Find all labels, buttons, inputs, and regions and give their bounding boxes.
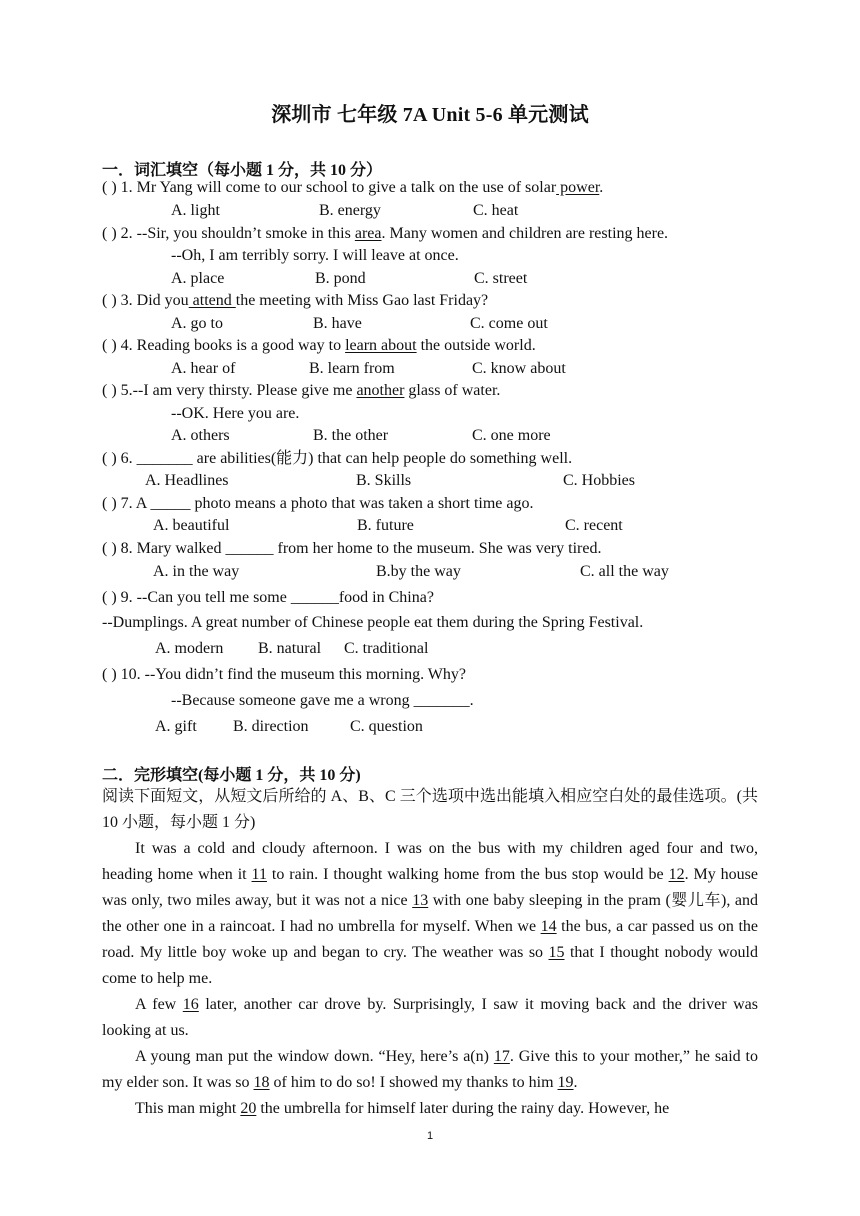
q10-option-a: A. gift: [155, 718, 197, 735]
question-2: ( ) 2. --Sir, you shouldn’t smoke in this area. Many women and children are resting here.: [102, 225, 669, 242]
paragraph-1: It was a cold and cloudy afternoon. I was on the bus with my children aged four and two, heading home when it 11 to rain. I thought walking home from the bus stop would be 12. My house was only, two miles away, but it was not a nice 13 with one baby sleeping in the pram (婴儿车), and the other one in a raincoat. I had no umbrella for myself. When we 14 the bus, a car passed us on the road. My little boy woke up and began to cry. The weather was so 15 that I thought nobody would come to help me.: [102, 840, 759, 987]
q7-option-c: C. recent: [565, 517, 623, 534]
underlined-word: attend: [188, 292, 236, 309]
q8-option-c: C. all the way: [580, 563, 669, 580]
q4-option-a: A. hear of: [171, 360, 236, 377]
q8-option-b: B.by the way: [376, 563, 461, 580]
q1-option-c: C. heat: [473, 202, 519, 219]
paragraph-3: A young man put the window down. “Hey, here’s a(n) 17. Give this to your mother,” he said to my elder son. It was so 18 of him to do so! I showed my thanks to him 19.: [102, 1048, 759, 1091]
q5-option-b: B. the other: [313, 427, 389, 444]
question-8: ( ) 8. Mary walked ______ from her home to the museum. She was very tired.: [102, 540, 602, 557]
q7-option-b: B. future: [357, 517, 414, 534]
q9-line2: --Dumplings. A great number of Chinese people eat them during the Spring Festival.: [102, 614, 644, 631]
page-title: 深圳市 七年级 7A Unit 5-6 单元测试: [271, 104, 589, 126]
underlined-word: power: [556, 179, 600, 196]
question-1: ( ) 1. Mr Yang will come to our school to give a talk on the use of solar power.: [102, 179, 604, 196]
question-3: ( ) 3. Did you attend the meeting with Miss Gao last Friday?: [102, 292, 489, 309]
paragraph-4: This man might 20 the umbrella for himself later during the rainy day. However, he: [135, 1100, 670, 1117]
question-7: ( ) 7. A _____ photo means a photo that was taken a short time ago.: [102, 495, 534, 512]
section2-heading: 二．完形填空(每小题 1 分，共 10 分): [102, 767, 361, 784]
q4-option-b: B. learn from: [309, 360, 395, 377]
blank-18: 18: [253, 1074, 270, 1091]
section1-heading: 一．词汇填空（每小题 1 分，共 10 分）: [102, 162, 383, 179]
paragraph-2: A few 16 later, another car drove by. Surprisingly, I saw it moving back and the driver was looking at us.: [102, 996, 759, 1039]
question-9: ( ) 9. --Can you tell me some ______food in China?: [102, 589, 434, 606]
q8-option-a: A. in the way: [153, 563, 240, 580]
q3-option-b: B. have: [313, 315, 362, 332]
question-6: ( ) 6. _______ are abilities(能力) that can help people do something well.: [102, 450, 573, 467]
q6-option-b: B. Skills: [356, 472, 412, 489]
q6-option-a: A. Headlines: [145, 472, 229, 489]
q1-option-b: B. energy: [319, 202, 381, 219]
q10-line2: --Because someone gave me a wrong _______.: [171, 692, 474, 709]
underlined-word: area: [354, 225, 382, 242]
q9-option-c: C. traditional: [344, 640, 429, 657]
blank-11: 11: [251, 866, 267, 883]
q10-option-b: B. direction: [233, 718, 309, 735]
q3-option-c: C. come out: [470, 315, 548, 332]
q5-option-a: A. others: [171, 427, 230, 444]
q3-option-a: A. go to: [171, 315, 223, 332]
blank-12: 12: [668, 866, 685, 883]
q4-option-c: C. know about: [472, 360, 566, 377]
q5-line2: --OK. Here you are.: [171, 405, 300, 422]
blank-20: 20: [240, 1100, 257, 1117]
q2-option-c: C. street: [474, 270, 528, 287]
question-10: ( ) 10. --You didn’t find the museum this morning. Why?: [102, 666, 466, 683]
question-4: ( ) 4. Reading books is a good way to learn about the outside world.: [102, 337, 536, 354]
question-5: ( ) 5.--I am very thirsty. Please give me another glass of water.: [102, 382, 501, 399]
q9-option-a: A. modern: [155, 640, 224, 657]
q2-option-b: B. pond: [315, 270, 366, 287]
page-number: 1: [426, 1130, 434, 1142]
blank-17: 17: [493, 1048, 510, 1065]
blank-13: 13: [412, 892, 429, 909]
underlined-word: learn about: [345, 337, 417, 354]
q6-option-c: C. Hobbies: [563, 472, 635, 489]
q10-option-c: C. question: [350, 718, 423, 735]
instruction: 阅读下面短文，从短文后所给的 A、B、C 三个选项中选出能填入相应空白处的最佳选项。(共 10 小题，每小题 1 分): [102, 788, 758, 831]
blank-14: 14: [540, 918, 557, 935]
q9-option-b: B. natural: [258, 640, 322, 657]
q7-option-a: A. beautiful: [153, 517, 230, 534]
blank-19: 19: [557, 1074, 574, 1091]
q2-line2: --Oh, I am terribly sorry. I will leave at once.: [171, 247, 459, 264]
underlined-word: another: [356, 382, 405, 399]
cloze-passage: [102, 784, 758, 1122]
blank-15: 15: [548, 944, 565, 961]
blank-16: 16: [182, 996, 199, 1013]
q2-option-a: A. place: [171, 270, 225, 287]
q1-option-a: A. light: [171, 202, 220, 219]
q5-option-c: C. one more: [472, 427, 551, 444]
